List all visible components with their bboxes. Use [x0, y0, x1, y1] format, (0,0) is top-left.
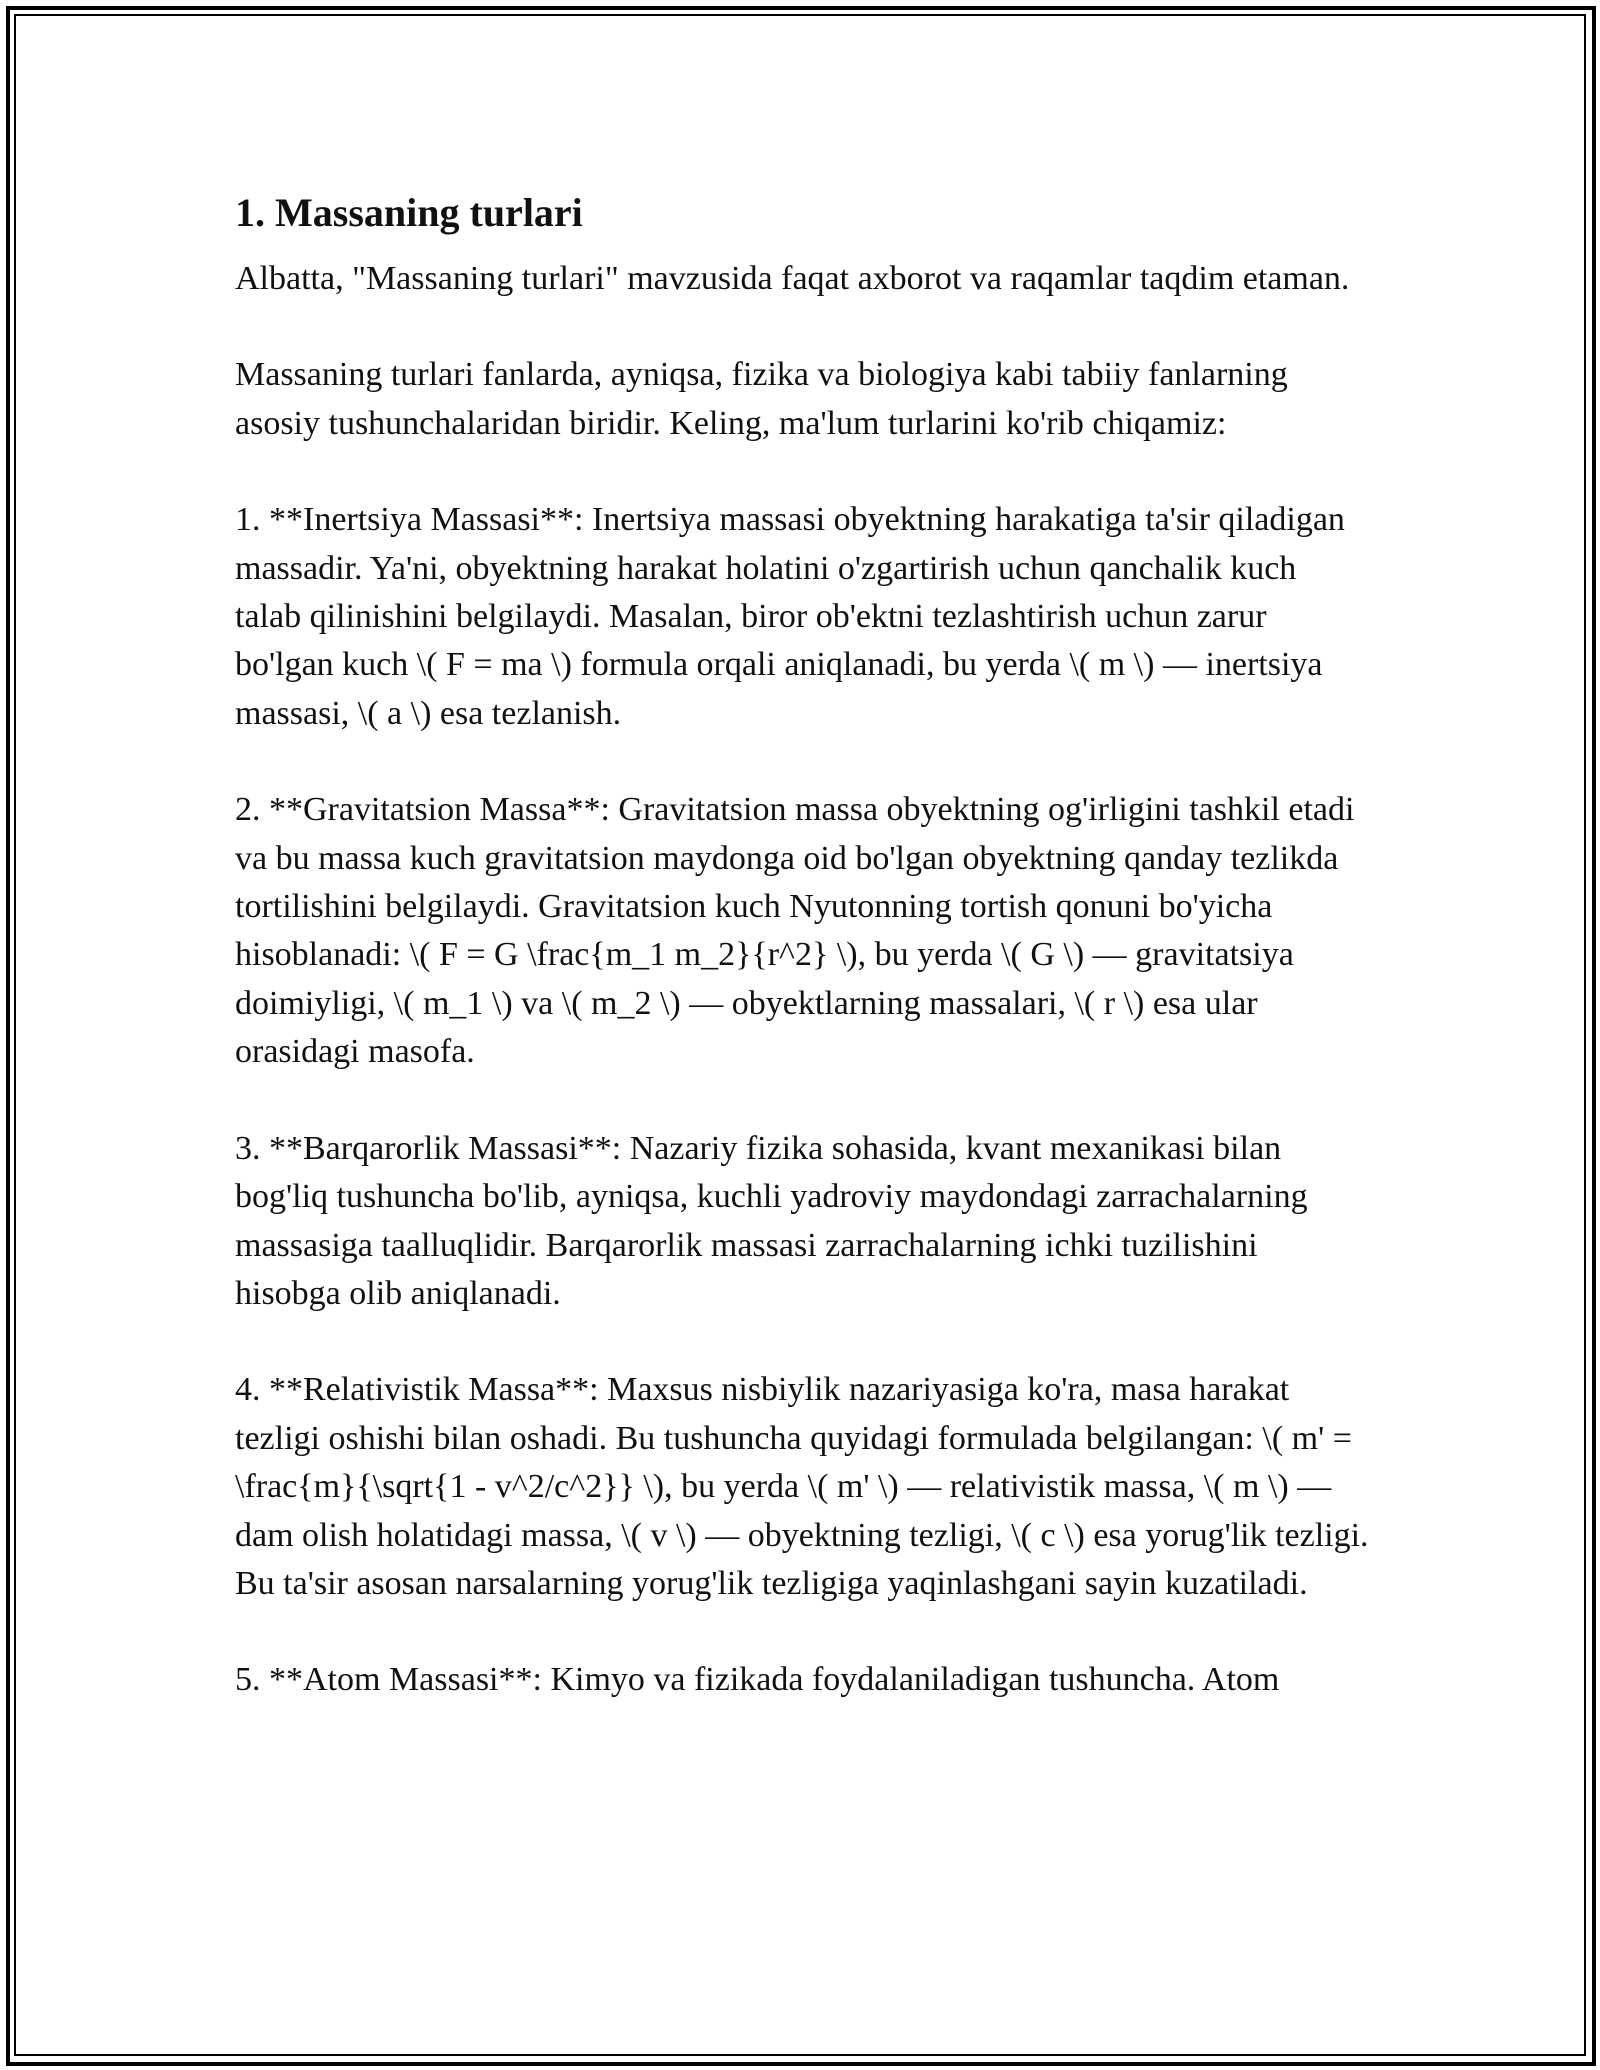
paragraph-overview: Massaning turlari fanlarda, ayniqsa, fizika va biologiya kabi tabiiy fanlarning asosiy tushunchalaridan biridir. Keling, ma'lum turlarini ko'rib chiqamiz:	[235, 356, 1288, 442]
section-heading: 1. Massaning turlari	[235, 190, 583, 235]
paragraph-inertial-mass: 1. **Inertsiya Massasi**: Inertsiya massasi obyektning harakatiga ta'sir qiladigan massadir. Ya'ni, obyektning harakat holatini o'zgartirish uchun qanchalik kuch talab qilinishini belgilaydi. Masalan, biror ob'ektni tezlashtirish uchun zarur bo'lgan kuch \( F = ma \) formula orqali aniqlanadi, bu yerda \( m \) — inertsiya massasi, \( a \) esa tezlanish.	[235, 501, 1345, 732]
paragraph-gravitational-mass: 2. **Gravitatsion Massa**: Gravitatsion massa obyektning og'irligini tashkil etadi va bu massa kuch gravitatsion maydonga oid bo'lgan obyektning qanday tezlikda tortilishini belgilaydi. Gravitatsion kuch Nyutonning tortish qonuni bo'yicha hisoblanadi: \( F = G \frac{m_1 m_2}{r^2} \), bu yerda \( G \) — gravitatsiya doimiyligi, \( m_1 \) va \( m_2 \) — obyektlarning massalari, \( r \) esa ular orasidagi masofa.	[235, 791, 1355, 1071]
document-body	[235, 185, 1370, 1705]
paragraph-atomic-mass: 5. **Atom Massasi**: Kimyo va fizikada foydalaniladigan tushuncha. Atom	[235, 1661, 1280, 1699]
paragraph-stability-mass: 3. **Barqarorlik Massasi**: Nazariy fizika sohasida, kvant mexanikasi bilan bog'liq tushuncha bo'lib, ayniqsa, kuchli yadroviy maydondagi zarrachalarning massasiga taalluqlidir. Barqarorlik massasi zarrachalarning ichki tuzilishini hisobga olib aniqlanadi.	[235, 1129, 1308, 1312]
paragraph-intro: Albatta, "Massaning turlari" mavzusida faqat axborot va raqamlar taqdim etaman.	[235, 260, 1350, 297]
paragraph-relativistic-mass: 4. **Relativistik Massa**: Maxsus nisbiylik nazariyasiga ko'ra, masa harakat tezligi oshishi bilan oshadi. Bu tushuncha quyidagi formulada belgilangan: \( m' = \frac{m}{\sqrt{1 - v^2/c^2}} \), bu yerda \( m' \) — relativistik massa, \( m \) — dam olish holatidagi massa, \( v \) — obyektning tezligi, \( c \) esa yorug'lik tezligi. Bu ta'sir asosan narsalarning yorug'lik tezligiga yaqinlashgani sayin kuzatiladi.	[235, 1371, 1369, 1602]
